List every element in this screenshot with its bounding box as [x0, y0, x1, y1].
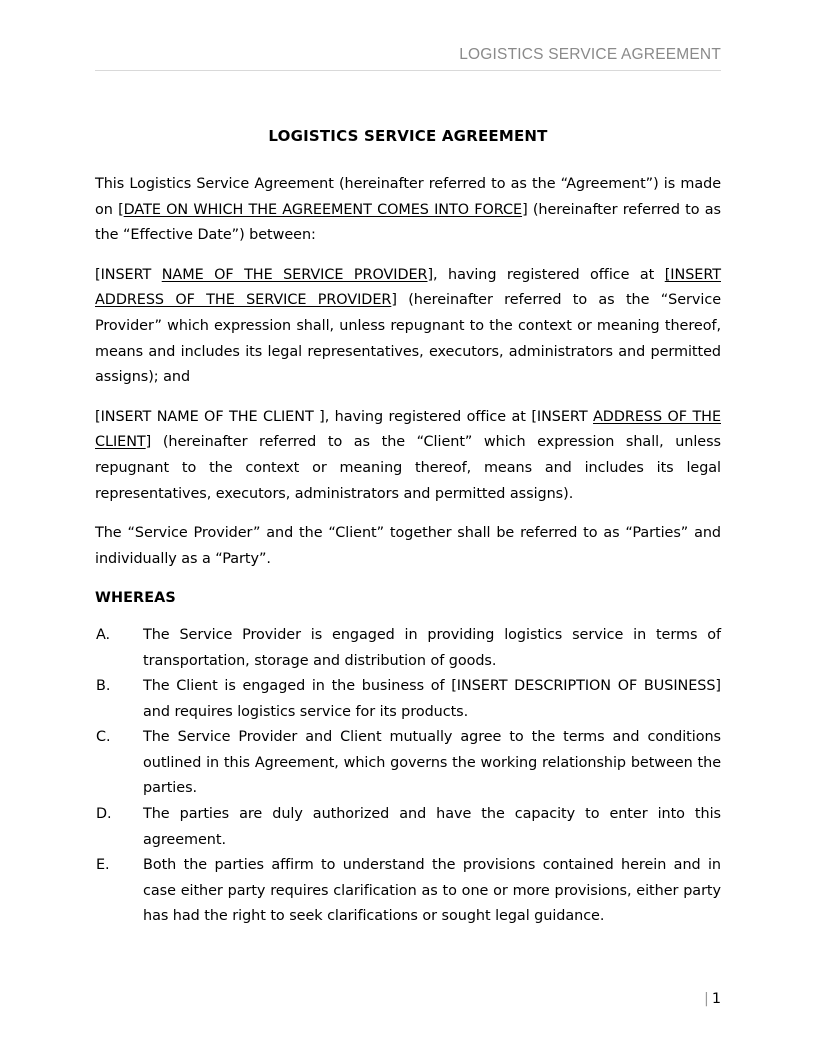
- paragraph-text-segment: [INSERT: [95, 266, 162, 283]
- placeholder-effective-date: DATE ON WHICH THE AGREEMENT COMES INTO FORCE: [123, 201, 523, 218]
- clause-text: Both the parties affirm to understand the provisions contained herein and in case either party requires clarification as to one or more provisions, either party has had the right to seek clarifications or sought legal guidance.: [143, 857, 721, 925]
- clause-item: [95, 802, 721, 853]
- running-header: [95, 44, 721, 64]
- document-title: LOGISTICS SERVICE AGREEMENT: [268, 127, 548, 145]
- paragraph-text-segment: ] (hereinafter referred to as the “Client” which expression shall, unless repugnant to the context or meaning thereof, means and includes its legal representatives, executors, administrators and permitted assigns).: [95, 434, 721, 502]
- footer-separator: |: [703, 991, 709, 1007]
- paragraph-text-segment: [INSERT NAME OF THE CLIENT ], having registered office at [INSERT: [95, 408, 594, 425]
- paragraph-parties-definition: The “Service Provider” and the “Client” together shall be referred to as “Parties” and individually as a “Party”.: [95, 525, 721, 567]
- running-header-title: LOGISTICS SERVICE AGREEMENT: [459, 46, 721, 63]
- placeholder-client-address: ADDRESS OF THE CLIENT: [95, 408, 721, 451]
- paragraph-service-provider: [95, 263, 721, 391]
- clause-marker: C.: [96, 729, 111, 746]
- clause-marker: A.: [96, 626, 111, 643]
- placeholder-service-provider-name: NAME OF THE SERVICE PROVIDER: [161, 266, 428, 283]
- clause-text: The Client is engaged in the business of [INSERT DESCRIPTION OF BUSINESS] and requires logistics service for its products.: [143, 678, 721, 720]
- paragraph-text-segment: ] (hereinafter referred to as the “Service Provider” which expression shall, unless repugnant to the context or meaning thereof, means and includes its legal representatives, executors, administrators and permitted assigns); and: [95, 292, 722, 386]
- paragraph-text-segment: This Logistics Service Agreement (hereinafter referred to as the “Agreement”) is made on [: [95, 176, 721, 218]
- whereas-heading: WHEREAS: [95, 590, 176, 607]
- paragraph-agreement-date: [95, 172, 721, 249]
- paragraph-text-segment: ] (hereinafter referred to as the “Effective Date”) between:: [95, 201, 721, 244]
- clause-item: [95, 674, 721, 725]
- clause-marker: B.: [96, 678, 111, 695]
- clause-text: The Service Provider and Client mutually agree to the terms and conditions outlined in this Agreement, which governs the working relationship between the parties.: [143, 729, 721, 797]
- footer-page-number: 1: [711, 991, 721, 1007]
- clause-text: The parties are duly authorized and have the capacity to enter into this agreement.: [143, 806, 721, 848]
- clause-marker: D.: [96, 806, 112, 823]
- clause-item: [95, 725, 721, 802]
- clause-text: The Service Provider is engaged in providing logistics service in terms of transportation, storage and distribution of goods.: [143, 626, 721, 669]
- header-divider: [95, 70, 721, 71]
- clause-item: [95, 853, 721, 930]
- clause-marker: E.: [96, 857, 110, 874]
- document-body: [95, 126, 721, 930]
- paragraph-text-segment: ], having registered office at: [427, 266, 665, 283]
- placeholder-service-provider-address: [INSERT ADDRESS OF THE SERVICE PROVIDER: [95, 266, 721, 309]
- page-footer: [95, 989, 721, 1009]
- clause-item: [95, 623, 721, 674]
- paragraph-client: [95, 405, 721, 507]
- whereas-clause-list: [95, 623, 721, 930]
